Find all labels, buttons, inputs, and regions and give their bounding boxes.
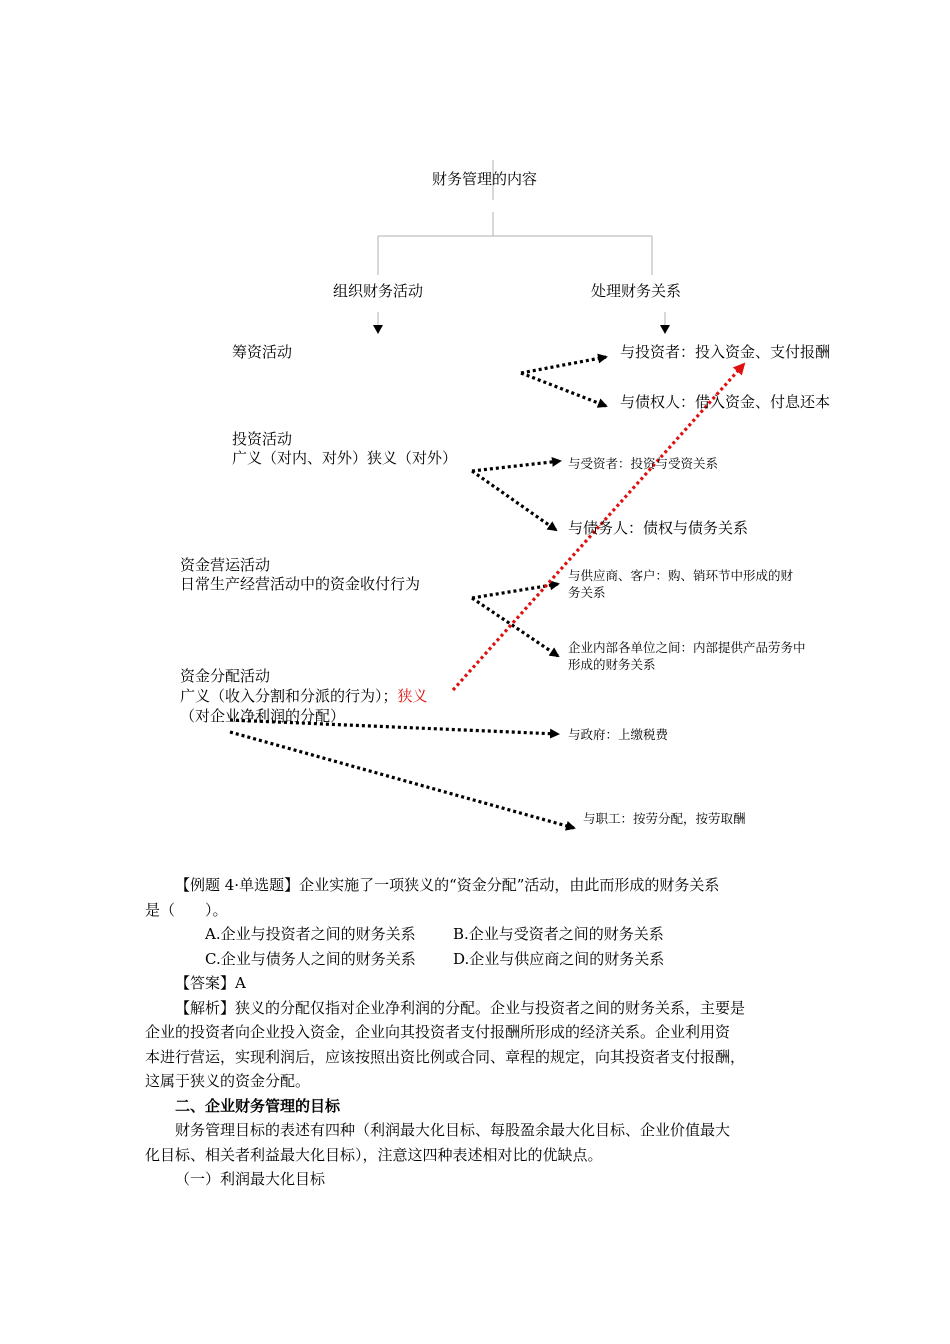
relation-supplier-line2: 务关系	[568, 585, 606, 600]
activity-distribution-title: 资金分配活动	[180, 667, 271, 685]
analysis-line1: 【解析】狭义的分配仅指对企业净利润的分配。企业与投资者之间的财务关系，主要是	[175, 998, 746, 1017]
activity-operating-sub: 日常生产经营活动中的资金收付行为	[180, 575, 421, 593]
section-body-line1: 财务管理目标的表述有四种（利润最大化目标、每股盈余最大化目标、企业价值最大	[175, 1121, 731, 1139]
analysis-line4: 这属于狭义的资金分配。	[145, 1072, 311, 1090]
option-a: A.企业与投资者之间的财务关系	[205, 925, 416, 943]
distribution-narrow-highlight: 狭义	[397, 687, 428, 705]
activity-investing-sub: 广义（对内、对外）狭义（对外）	[232, 449, 458, 467]
section-body-line2: 化目标、相关者利益最大化目标），注意这四种表述相对比的优缺点。	[145, 1145, 603, 1164]
activity-financing: 筹资活动	[232, 343, 293, 361]
option-b: B.企业与受资者之间的财务关系	[453, 925, 664, 943]
option-d: D.企业与供应商之间的财务关系	[453, 949, 665, 968]
relation-internal-line1: 企业内部各单位之间：内部提供产品劳务中	[568, 640, 806, 655]
relation-investor: 与投资者：投入资金、支付报酬	[620, 343, 831, 361]
arrow-financing-investor	[521, 357, 606, 373]
arrow-distribution-employee	[230, 732, 574, 828]
options-row-2	[145, 947, 815, 972]
section-heading: 二、企业财务管理的目标	[175, 1096, 341, 1115]
relation-internal-line2: 形成的财务关系	[568, 657, 656, 672]
analysis-line2: 企业的投资者向企业投入资金，企业向其投资者支付报酬所形成的经济关系。企业利用资	[145, 1023, 731, 1041]
question-line2: 是（ ）。	[145, 900, 228, 919]
relation-creditor: 与债权人：借入资金、付息还本	[620, 393, 831, 411]
branch-financial-activities: 组织财务活动	[333, 282, 424, 300]
question-line1: 【例题 4·单选题】企业实施了一项狭义的“资金分配”活动，由此而形成的财务关系	[175, 876, 720, 894]
diagram-root: 财务管理的内容	[432, 170, 538, 188]
arrow-investing-investee	[472, 461, 560, 471]
down-arrowheads	[373, 325, 670, 334]
arrow-financing-creditor	[521, 373, 606, 406]
relation-government: 与政府：上缴税费	[568, 727, 669, 742]
activity-operating-title: 资金营运活动	[180, 556, 271, 574]
section-sub-heading: （一）利润最大化目标	[175, 1170, 326, 1188]
branch-financial-relations: 处理财务关系	[591, 282, 682, 300]
option-c: C.企业与债务人之间的财务关系	[205, 949, 416, 968]
relation-employee: 与职工：按劳分配，按劳取酬	[583, 811, 746, 826]
relation-investee: 与受资者：投资与受资关系	[568, 456, 719, 471]
distribution-broad: 广义（收入分割和分派的行为）；	[180, 687, 398, 705]
answer: 【答案】A	[175, 974, 246, 992]
relation-supplier-line1: 与供应商、客户：购、销环节中形成的财	[568, 568, 794, 583]
analysis-line3: 本进行营运，实现利润后，应该按照出资比例或合同、章程的规定，向其投资者支付报酬，	[145, 1047, 746, 1066]
options-row-1	[145, 922, 815, 947]
activity-investing-title: 投资活动	[232, 430, 293, 448]
relation-debtor: 与债务人：债权与债务关系	[568, 519, 749, 537]
activity-distribution-note: （对企业净利润的分配）	[180, 707, 346, 725]
example-question	[145, 873, 815, 1192]
arrow-investing-debtor	[472, 471, 556, 530]
activity-distribution-sub	[180, 687, 428, 706]
arrow-operating-internal	[472, 598, 558, 656]
